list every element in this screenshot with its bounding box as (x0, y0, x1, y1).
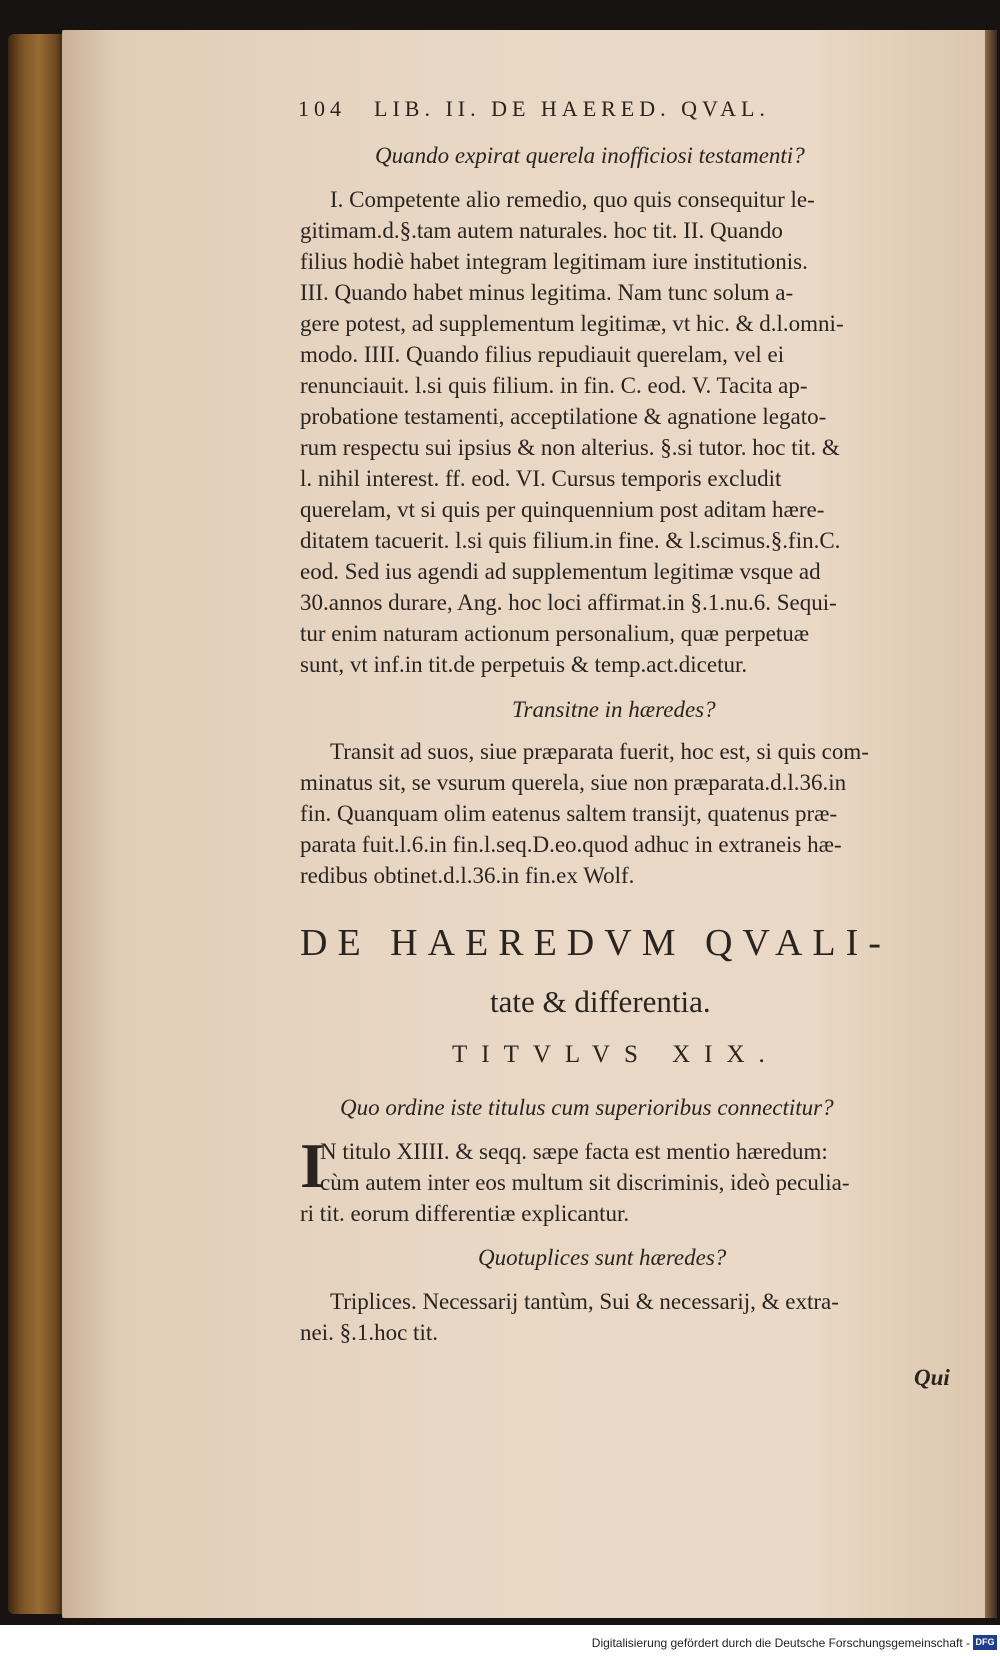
text-line: l. nihil interest. ff. eod. VI. Cursus temporis excludit (300, 466, 782, 491)
text-line: filius hodiè habet integram legitimam iure institutionis. (300, 249, 808, 274)
section-title-line1: DE HAEREDVM QVALI- (300, 922, 891, 964)
text-line: nei. §.1.hoc tit. (300, 1320, 438, 1345)
question-heading: Transitne in hæredes? (512, 697, 716, 722)
text-line: modo. IIII. Quando filius repudiauit querelam, vel ei (300, 342, 785, 367)
titulus-heading: TITVLVS XIX. (452, 1041, 779, 1068)
book-binding (8, 34, 64, 1614)
text-line: sunt, vt inf.in tit.de perpetuis & temp.act.dicetur. (300, 652, 748, 677)
digitization-footer (0, 1632, 1000, 1656)
text-line: fin. Quanquam olim eatenus saltem transijt, quatenus præ- (300, 801, 838, 826)
text-line: Triplices. Necessarij tantùm, Sui & necessarij, & extra- (330, 1289, 839, 1314)
page-number: 104 (298, 96, 346, 121)
footer-credit: Digitalisierung gefördert durch die Deutsche Forschungsgemeinschaft - (591, 1636, 970, 1650)
text-line: renunciauit. l.si quis filium. in fin. C. eod. V. Tacita ap- (300, 373, 808, 398)
text-line: N titulo XIIII. & seqq. sæpe facta est mentio hæredum: (320, 1139, 828, 1164)
text-line: querelam, vt si quis per quinquennium post aditam hære- (300, 497, 825, 522)
text-line: eod. Sed ius agendi ad supplementum legitimæ vsque ad (300, 559, 821, 584)
catchword: Qui (914, 1365, 950, 1390)
text-line: Transit ad suos, siue præparata fuerit, hoc est, si quis com- (330, 739, 869, 764)
text-line: ri tit. eorum differentiæ explicantur. (300, 1201, 630, 1226)
text-line: rum respectu sui ipsius & non alterius. §.si tutor. hoc tit. & (300, 435, 840, 460)
question-heading: Quotuplices sunt hæredes? (478, 1245, 727, 1270)
running-head-title: LIB. II. DE HAERED. QVAL. (374, 96, 770, 121)
text-line: redibus obtinet.d.l.36.in fin.ex Wolf. (300, 863, 635, 888)
page-edge (985, 30, 997, 1618)
text-line: gitimam.d.§.tam autem naturales. hoc tit. II. Quando (300, 218, 783, 243)
text-line: parata fuit.l.6.in fin.l.seq.D.eo.quod adhuc in extraneis hæ- (300, 832, 842, 857)
question-heading: Quo ordine iste titulus cum superioribus connectitur? (340, 1095, 834, 1120)
text-line: probatione testamenti, acceptilatione & agnatione legato- (300, 404, 827, 429)
text-line: I. Competente alio remedio, quo quis consequitur le- (330, 187, 815, 212)
question-heading: Quando expirat querela inofficiosi testamenti? (375, 143, 805, 168)
text-line: ditatem tacuerit. l.si quis filium.in fine. & l.scimus.§.fin.C. (300, 528, 841, 553)
text-line: III. Quando habet minus legitima. Nam tunc solum a- (300, 280, 794, 305)
dfg-logo-icon: DFG (973, 1635, 997, 1650)
text-line: tur enim naturam actionum personalium, quæ perpetuæ (300, 621, 810, 646)
text-line: minatus sit, se vsurum querela, siue non præparata.d.l.36.in (300, 770, 847, 795)
section-title-line2: tate & differentia. (490, 984, 711, 1019)
text-line: 30.annos durare, Ang. hoc loci affirmat.in §.1.nu.6. Sequi- (300, 590, 837, 615)
drop-cap-initial: I (300, 1130, 325, 1201)
text-line: cùm autem inter eos multum sit discriminis, ideò peculia- (320, 1170, 850, 1195)
text-line: gere potest, ad supplementum legitimæ, vt hic. & d.l.omni- (300, 311, 844, 336)
